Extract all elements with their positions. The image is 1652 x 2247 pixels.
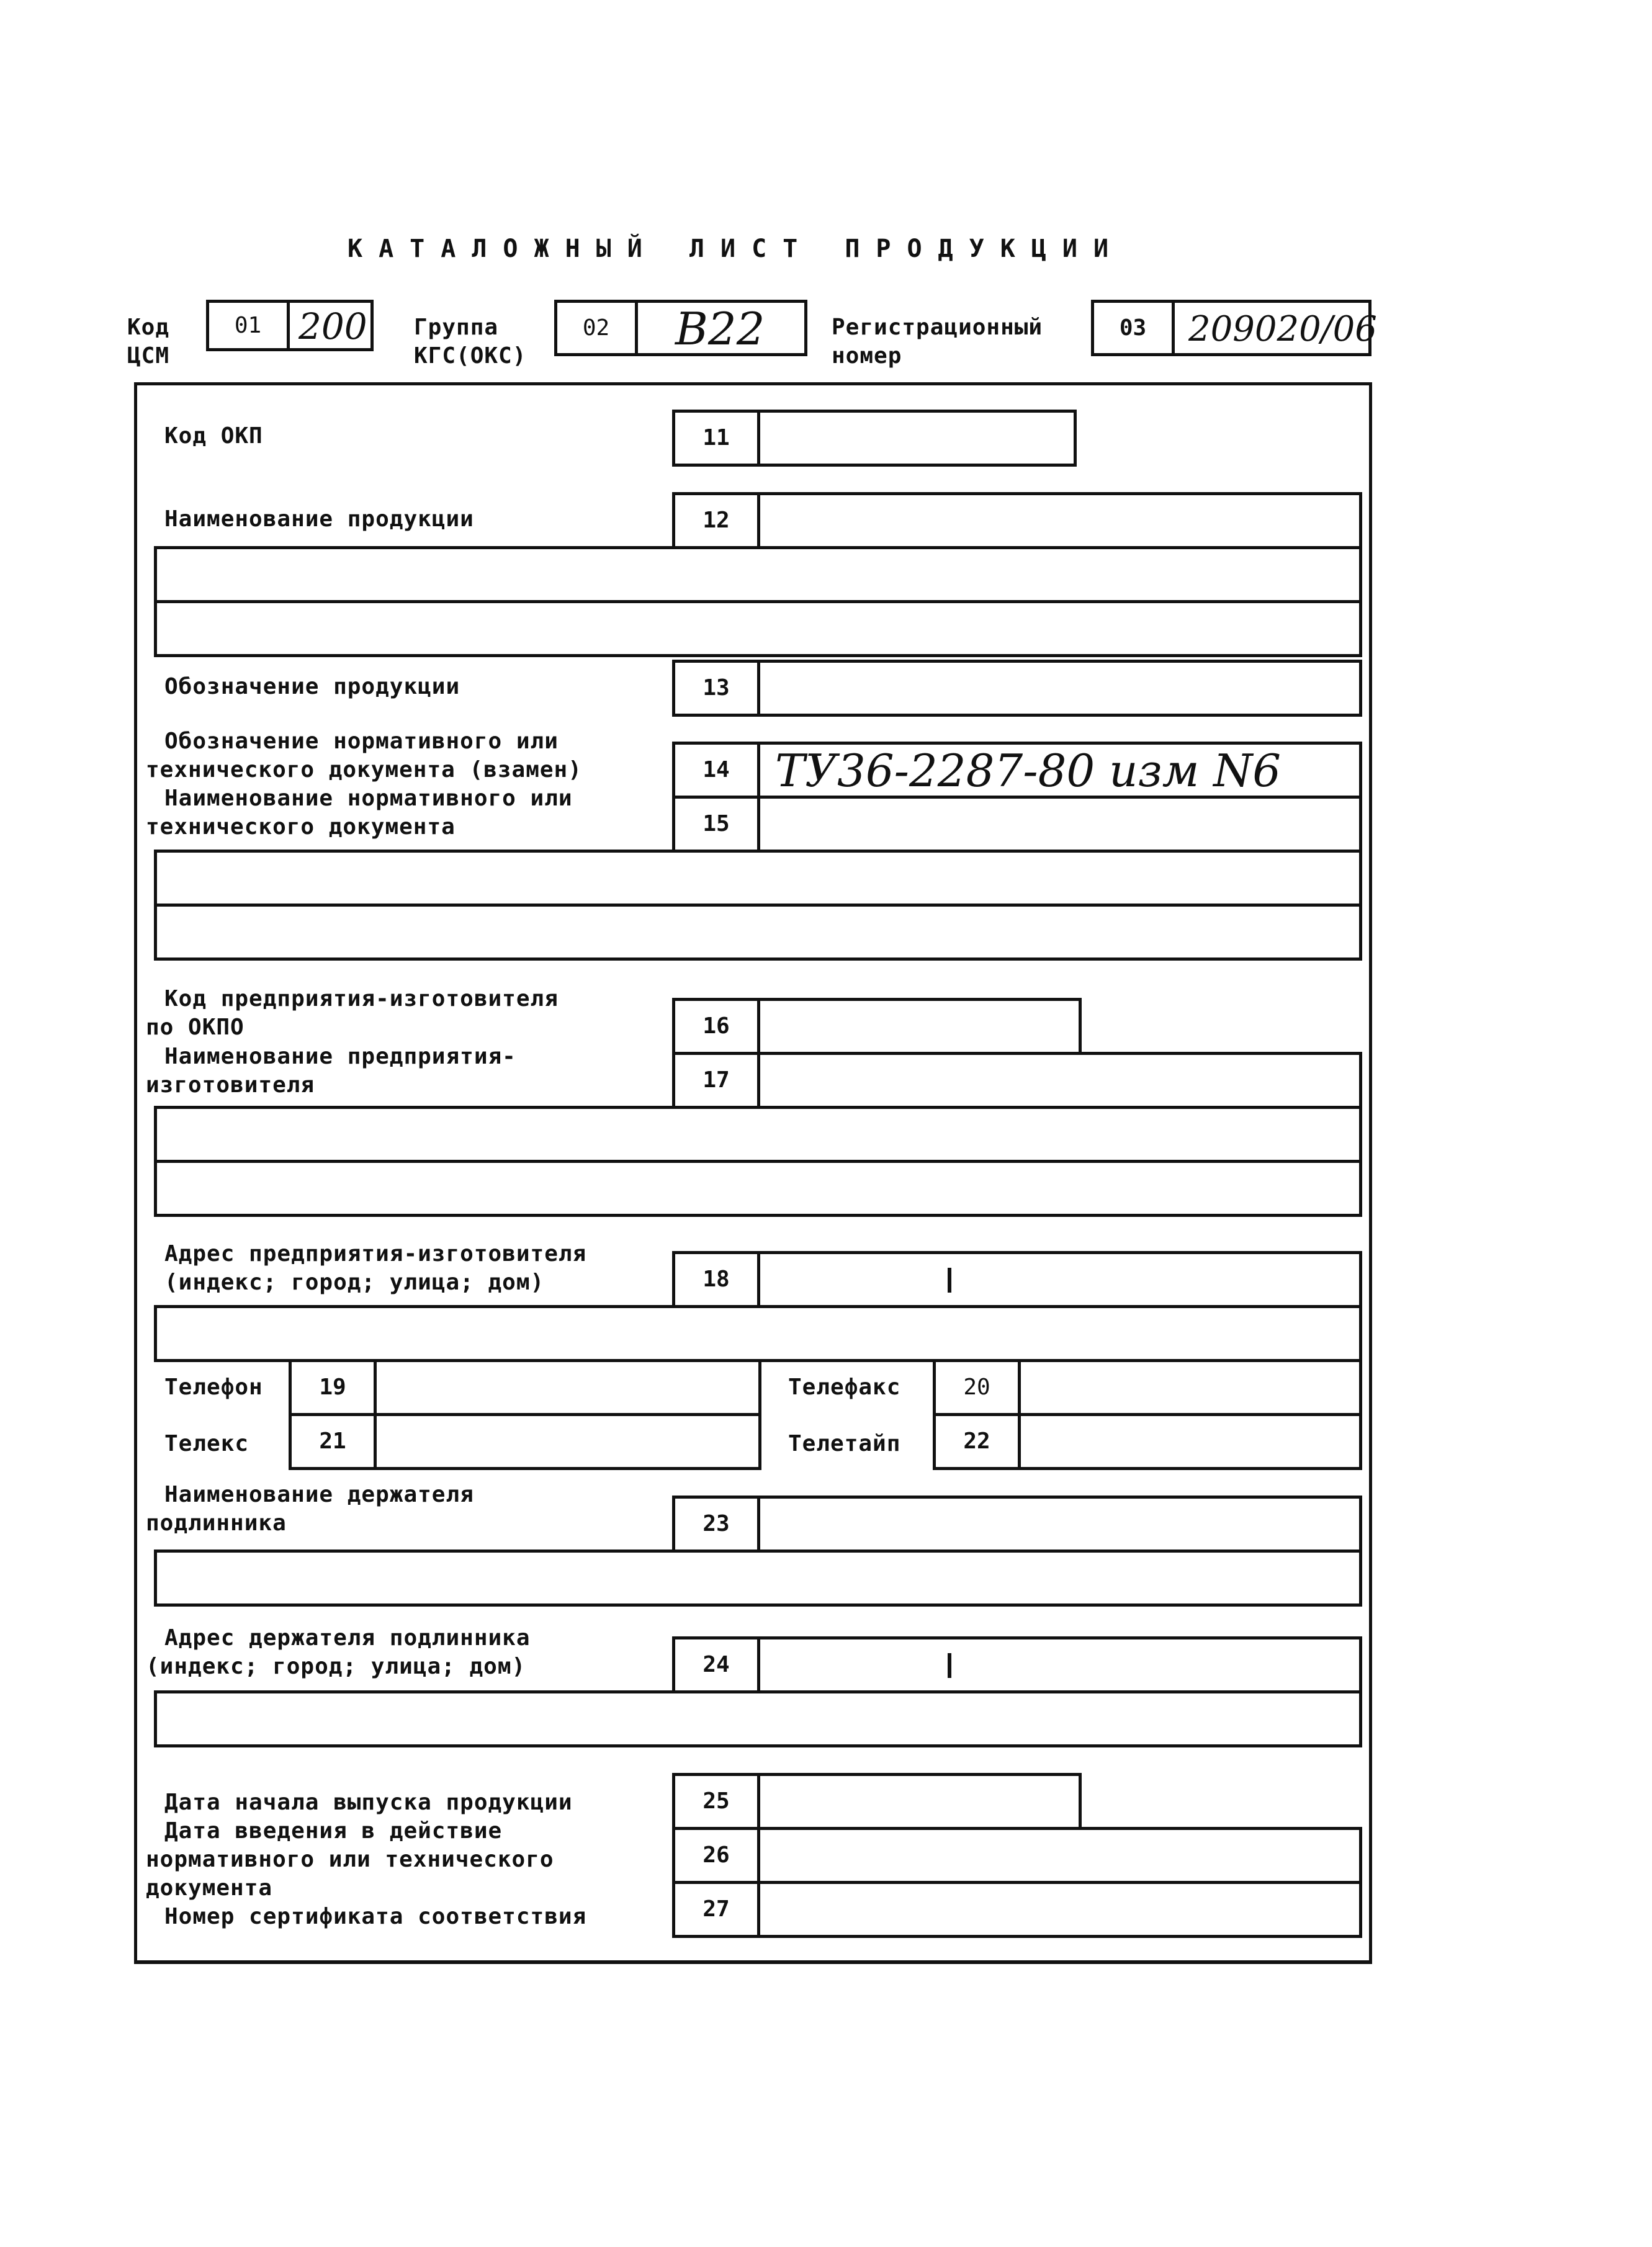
f19-label: Телефон xyxy=(164,1375,263,1400)
f23-field-line2[interactable] xyxy=(154,1550,1362,1607)
gruppa-number-box xyxy=(554,300,638,356)
reg-number-num: 03 xyxy=(1119,315,1147,341)
f23-number: 23 xyxy=(703,1511,730,1536)
f23-label-line2: подлинника xyxy=(146,1510,287,1536)
f16-label-line2: по ОКПО xyxy=(146,1015,245,1040)
f20-field[interactable] xyxy=(1018,1359,1362,1416)
f18-label-line2: (индекс; город; улица; дом) xyxy=(164,1270,545,1295)
f21-field[interactable] xyxy=(374,1413,761,1470)
f15-field[interactable] xyxy=(757,796,1362,853)
f19-number: 19 xyxy=(319,1375,346,1400)
form-frame-top xyxy=(134,382,1372,385)
kod-csm-label-line1: Код xyxy=(127,315,170,340)
form-frame-right xyxy=(1369,382,1372,1963)
kod-csm-number-box xyxy=(206,300,290,351)
f11-number-box xyxy=(672,410,760,467)
f27-number: 27 xyxy=(703,1896,730,1922)
f25-label: Дата начала выпуска продукции xyxy=(164,1790,573,1815)
f21-label: Телекс xyxy=(164,1431,249,1456)
form-frame-bottom xyxy=(134,1960,1372,1964)
f16-field[interactable] xyxy=(757,998,1082,1055)
f24-number: 24 xyxy=(703,1652,730,1677)
f24-field-line2[interactable] xyxy=(154,1690,1362,1747)
f14-value: ТУ36-2287-80 изм N6 xyxy=(775,745,1282,797)
reg-number-value: 209020/06 xyxy=(1188,309,1377,349)
f19-number-box xyxy=(289,1359,377,1416)
gruppa-number: 02 xyxy=(582,315,610,341)
form-frame-left xyxy=(134,382,137,1963)
f11-number: 11 xyxy=(703,425,730,451)
f12-label: Наименование продукции xyxy=(164,506,474,532)
f26-label-line2: нормативного или технического xyxy=(146,1847,554,1872)
f22-number: 22 xyxy=(963,1428,990,1454)
f22-number-box xyxy=(933,1413,1021,1470)
f11-label: Код ОКП xyxy=(164,423,263,449)
f27-number-box xyxy=(672,1881,760,1938)
f25-number-box xyxy=(672,1773,760,1830)
f24-label-line2: (индекс; город; улица; дом) xyxy=(146,1654,526,1679)
f25-number: 25 xyxy=(703,1788,730,1814)
f23-label-line1: Наименование держателя xyxy=(164,1482,474,1507)
f16-label-line1: Код предприятия-изготовителя xyxy=(164,986,559,1011)
f27-label: Номер сертификата соответствия xyxy=(164,1904,587,1929)
f12-number-box xyxy=(672,492,760,549)
f24-number-box xyxy=(672,1636,760,1693)
f26-label-line3: документа xyxy=(146,1875,273,1901)
f27-field[interactable] xyxy=(757,1881,1362,1938)
f12-field[interactable] xyxy=(757,492,1362,549)
f12-field-line3[interactable] xyxy=(154,600,1362,657)
f17-field[interactable] xyxy=(757,1052,1362,1109)
reg-number-field[interactable] xyxy=(1172,300,1377,356)
f26-number-box xyxy=(672,1827,760,1884)
f18-label-line1: Адрес предприятия-изготовителя xyxy=(164,1241,587,1267)
gruppa-label-line2: КГС(ОКС) xyxy=(414,343,527,369)
f13-field[interactable] xyxy=(757,660,1362,717)
reg-number-label-line1: Регистрационный xyxy=(832,315,1043,340)
kod-csm-label-line2: ЦСМ xyxy=(127,343,170,369)
kod-csm-field[interactable] xyxy=(287,300,374,351)
f21-number-box xyxy=(289,1413,377,1470)
f16-number-box xyxy=(672,998,760,1055)
f26-number: 26 xyxy=(703,1842,730,1868)
f18-number-box xyxy=(672,1251,760,1308)
f23-number-box xyxy=(672,1496,760,1553)
f13-number-box xyxy=(672,660,760,717)
f17-number: 17 xyxy=(703,1067,730,1093)
f18-field-divider xyxy=(948,1268,951,1293)
f12-field-line2[interactable] xyxy=(154,546,1362,603)
f22-label: Телетайп xyxy=(788,1431,901,1456)
f11-field[interactable] xyxy=(757,410,1077,467)
f24-field[interactable] xyxy=(757,1636,1362,1693)
gruppa-field[interactable] xyxy=(635,300,807,356)
reg-number-label-line2: номер xyxy=(832,343,902,369)
f15-field-line2[interactable] xyxy=(154,850,1362,907)
f14-field[interactable] xyxy=(757,742,1362,799)
f14-number-box xyxy=(672,742,760,799)
f24-label-line1: Адрес держателя подлинника xyxy=(164,1625,531,1651)
f25-field[interactable] xyxy=(757,1773,1082,1830)
f20-number-box xyxy=(933,1359,1021,1416)
f15-number-box xyxy=(672,796,760,853)
f17-label-line2: изготовителя xyxy=(146,1072,315,1098)
f14-label-line2: технического документа (взамен) xyxy=(146,757,582,783)
f17-label-line1: Наименование предприятия- xyxy=(164,1044,516,1069)
f12-number: 12 xyxy=(703,508,730,533)
reg-number-box xyxy=(1091,300,1175,356)
gruppa-label-line1: Группа xyxy=(414,315,499,340)
f20-label: Телефакс xyxy=(788,1375,901,1400)
kod-csm-number: 01 xyxy=(234,312,262,338)
page-title: КАТАЛОЖНЫЙ ЛИСТ ПРОДУКЦИИ xyxy=(348,235,1125,263)
f17-number-box xyxy=(672,1052,760,1109)
f21-number: 21 xyxy=(319,1428,346,1454)
gruppa-value: В22 xyxy=(675,303,765,355)
kod-csm-value: 200 xyxy=(299,305,367,348)
f20-number: 20 xyxy=(963,1375,990,1400)
f23-field[interactable] xyxy=(757,1496,1362,1553)
f13-label: Обозначение продукции xyxy=(164,674,460,699)
f26-field[interactable] xyxy=(757,1827,1362,1884)
f15-number: 15 xyxy=(703,811,730,836)
f18-field[interactable] xyxy=(757,1251,1362,1308)
f24-field-divider xyxy=(948,1653,951,1678)
f18-number: 18 xyxy=(703,1267,730,1292)
f17-field-line2[interactable] xyxy=(154,1106,1362,1163)
f14-number: 14 xyxy=(703,757,730,783)
f18-field-line2[interactable] xyxy=(154,1305,1362,1362)
f14-label-line1: Обозначение нормативного или xyxy=(164,729,559,754)
f26-label-line1: Дата введения в действие xyxy=(164,1818,503,1844)
f17-field-line3[interactable] xyxy=(154,1160,1362,1217)
f15-label-line2: технического документа xyxy=(146,814,456,840)
f15-field-line3[interactable] xyxy=(154,904,1362,961)
f13-number: 13 xyxy=(703,675,730,701)
f19-field[interactable] xyxy=(374,1359,761,1416)
f22-field[interactable] xyxy=(1018,1413,1362,1470)
f16-number: 16 xyxy=(703,1013,730,1039)
f15-label-line1: Наименование нормативного или xyxy=(164,786,573,811)
